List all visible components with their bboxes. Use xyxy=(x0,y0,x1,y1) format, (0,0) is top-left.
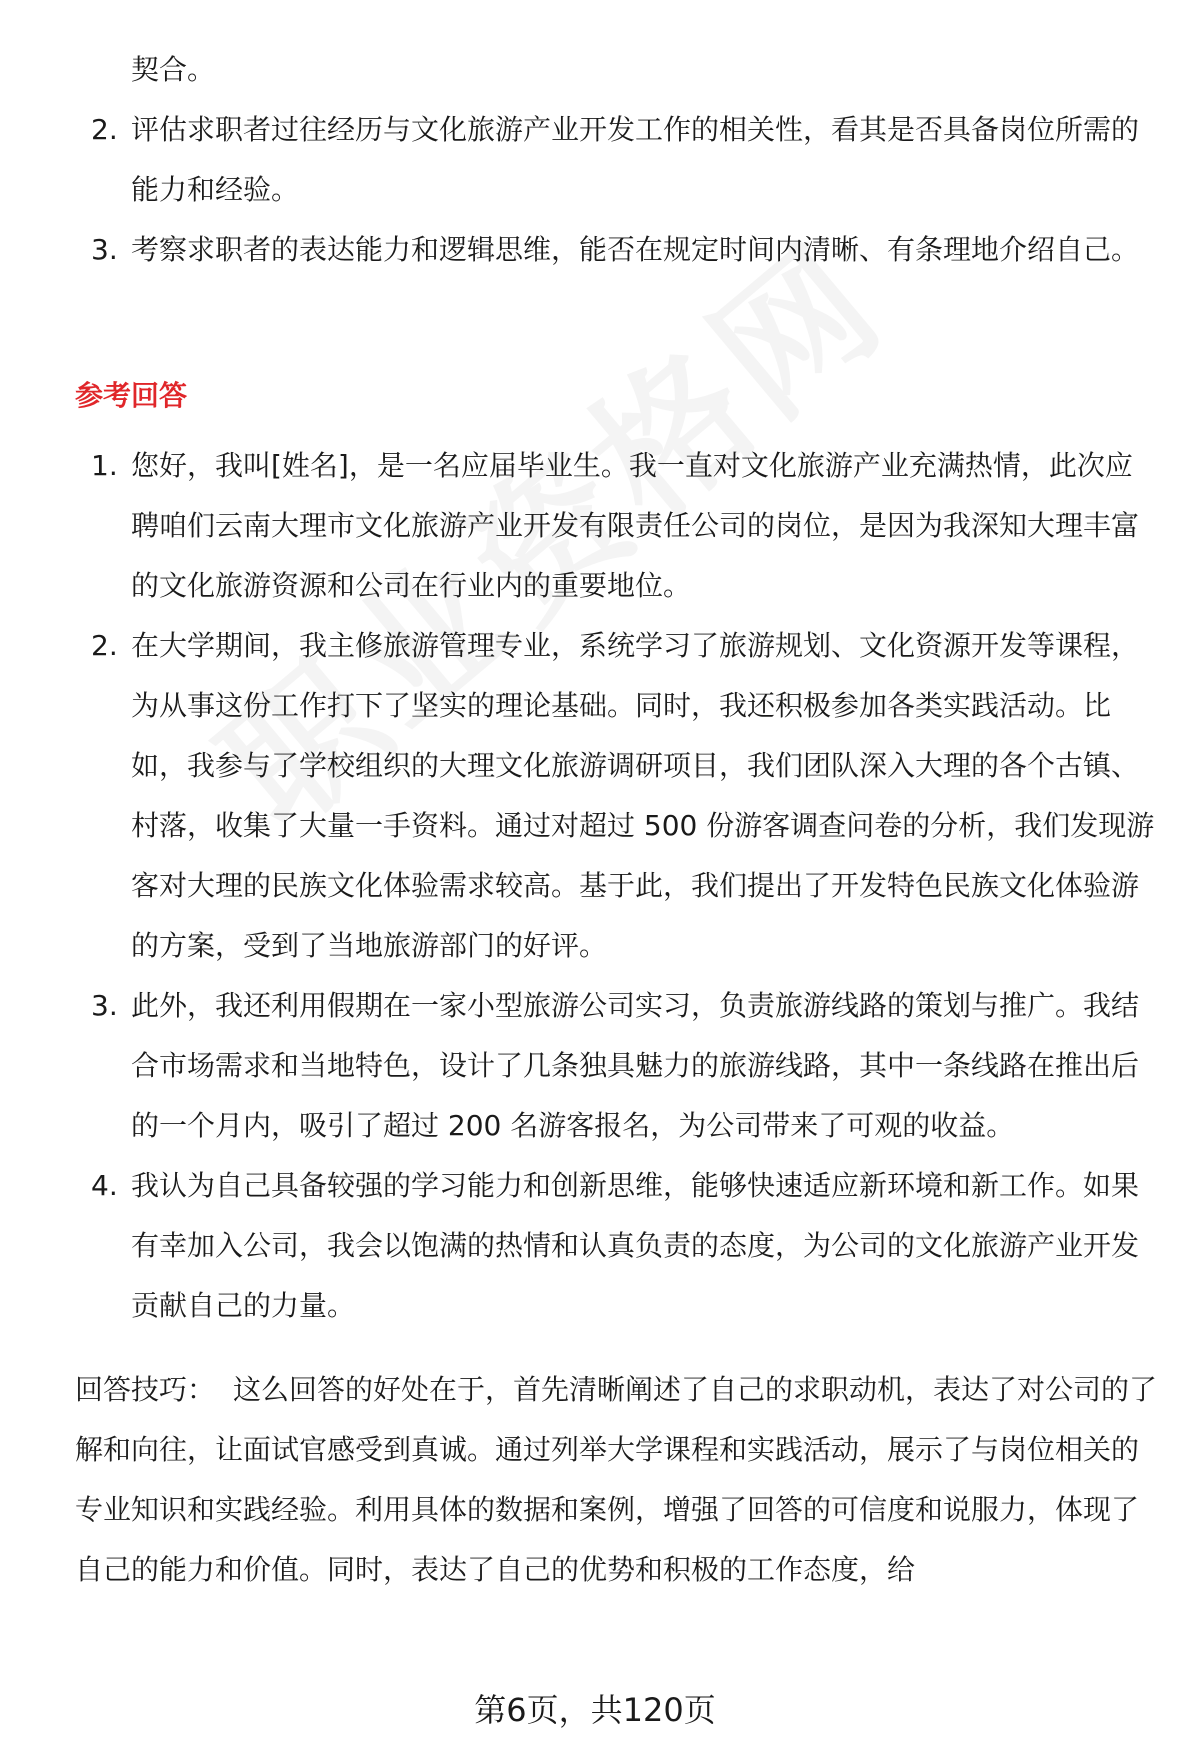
list-text: 评估求职者过往经历与文化旅游产业开发工作的相关性，看其是否具备岗位所需的能力和经验。 xyxy=(131,113,1140,206)
list-item xyxy=(0,40,1190,100)
criteria-list xyxy=(0,40,1190,280)
list-item xyxy=(0,976,1190,1156)
list-text: 考察求职者的表达能力和逻辑思维，能否在规定时间内清晰、有条理地介绍自己。 xyxy=(131,233,1140,266)
list-item xyxy=(0,220,1190,280)
list-number: 4. xyxy=(91,1169,118,1202)
list-number: 3. xyxy=(91,233,118,266)
list-item xyxy=(0,436,1190,616)
tips-label: 回答技巧： xyxy=(75,1373,216,1406)
page-number: 第6页，共120页 xyxy=(474,1691,716,1729)
list-text: 在大学期间，我主修旅游管理专业，系统学习了旅游规划、文化资源开发等课程，为从事这份工作打下了坚实的理论基础。同时，我还积极参加各类实践活动。比如，我参与了学校组织的大理文化旅游调研项目，我们团队深入大理的各个古镇、村落，收集了大量一手资料。通过对超过 500 份游客调查问卷的分析，我们发现游客对大理的民族文化体验需求较高。基于此，我们提出了开发特色民族文化体验游的方案，受到了当地旅游部门的好评。 xyxy=(131,629,1155,962)
list-number: 3. xyxy=(91,989,118,1022)
list-text: 您好，我叫[姓名]，是一名应届毕业生。我一直对文化旅游产业充满热情，此次应聘咱们云南大理市文化旅游产业开发有限责任公司的岗位，是因为我深知大理丰富的文化旅游资源和公司在行业内的重要地位。 xyxy=(131,449,1140,602)
list-text: 契合。 xyxy=(131,53,216,86)
list-text: 我认为自己具备较强的学习能力和创新思维，能够快速适应新环境和新工作。如果有幸加入公司，我会以饱满的热情和认真负责的态度，为公司的文化旅游产业开发贡献自己的力量。 xyxy=(131,1169,1140,1322)
list-number: 1. xyxy=(91,449,118,482)
list-item xyxy=(0,100,1190,220)
tips-text: 这么回答的好处在于，首先清晰阐述了自己的求职动机，表达了对公司的了解和向往，让面试官感受到真诚。通过列举大学课程和实践活动，展示了与岗位相关的专业知识和实践经验。利用具体的数据和案例，增强了回答的可信度和说服力，体现了自己的能力和价值。同时，表达了自己的优势和积极的工作态度，给 xyxy=(75,1373,1158,1586)
list-number: 2. xyxy=(91,113,118,146)
list-number: 2. xyxy=(91,629,118,662)
answer-list xyxy=(0,436,1190,1336)
answer-tips xyxy=(75,1360,1160,1600)
list-text: 此外，我还利用假期在一家小型旅游公司实习，负责旅游线路的策划与推广。我结合市场需求和当地特色，设计了几条独具魅力的旅游线路，其中一条线路在推出后的一个月内，吸引了超过 200 名游客报名，为公司带来了可观的收益。 xyxy=(131,989,1140,1142)
section-title: 参考回答 xyxy=(75,379,188,412)
list-item xyxy=(0,616,1190,976)
list-item xyxy=(0,1156,1190,1336)
